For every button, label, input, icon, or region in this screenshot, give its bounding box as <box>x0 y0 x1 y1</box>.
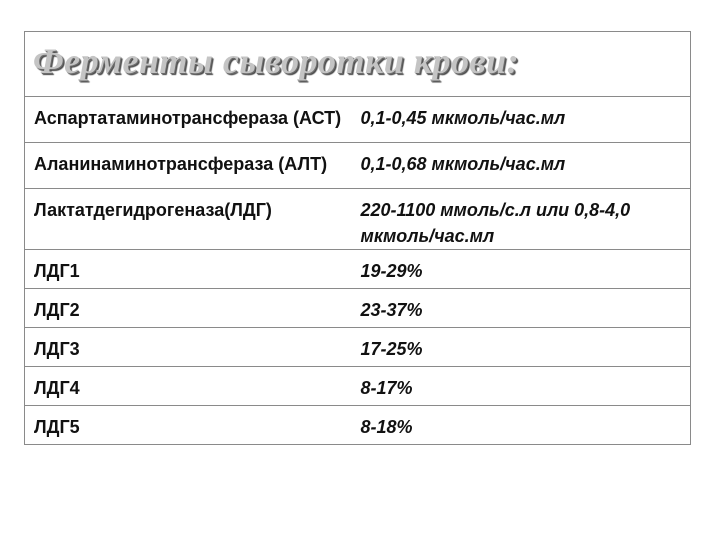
table-row <box>25 367 691 406</box>
enzyme-value: 8-17% <box>360 367 691 406</box>
title-row <box>25 32 691 97</box>
enzyme-value: 8-18% <box>360 406 691 445</box>
table-row <box>25 289 691 328</box>
enzyme-name: ЛДГ1 <box>25 250 360 289</box>
enzyme-name: Лактатдегидрогеназа(ЛДГ) <box>25 189 360 250</box>
enzyme-value: 19-29% <box>360 250 691 289</box>
title-cell <box>25 32 691 97</box>
enzyme-value: 220-1100 ммоль/с.л или 0,8-4,0 мкмоль/час.мл <box>360 189 691 250</box>
enzyme-value: 23-37% <box>360 289 691 328</box>
table-row <box>25 189 691 250</box>
enzyme-value: 0,1-0,45 мкмоль/час.мл <box>360 97 691 143</box>
enzyme-name: Аспартатаминотрансфераза (АСТ) <box>25 97 360 143</box>
table-row <box>25 328 691 367</box>
enzyme-name: ЛДГ3 <box>25 328 360 367</box>
enzyme-value: 0,1-0,68 мкмоль/час.мл <box>360 143 691 189</box>
table-row <box>25 97 691 143</box>
enzyme-name: ЛДГ4 <box>25 367 360 406</box>
enzyme-table <box>24 31 691 445</box>
slide-title: Ферменты сыворотки крови: <box>33 41 520 81</box>
table-row <box>25 250 691 289</box>
enzyme-name: ЛДГ5 <box>25 406 360 445</box>
table-row <box>25 406 691 445</box>
enzyme-value: 17-25% <box>360 328 691 367</box>
enzyme-name: Аланинаминотрансфераза (АЛТ) <box>25 143 360 189</box>
enzyme-name: ЛДГ2 <box>25 289 360 328</box>
table-row <box>25 143 691 189</box>
